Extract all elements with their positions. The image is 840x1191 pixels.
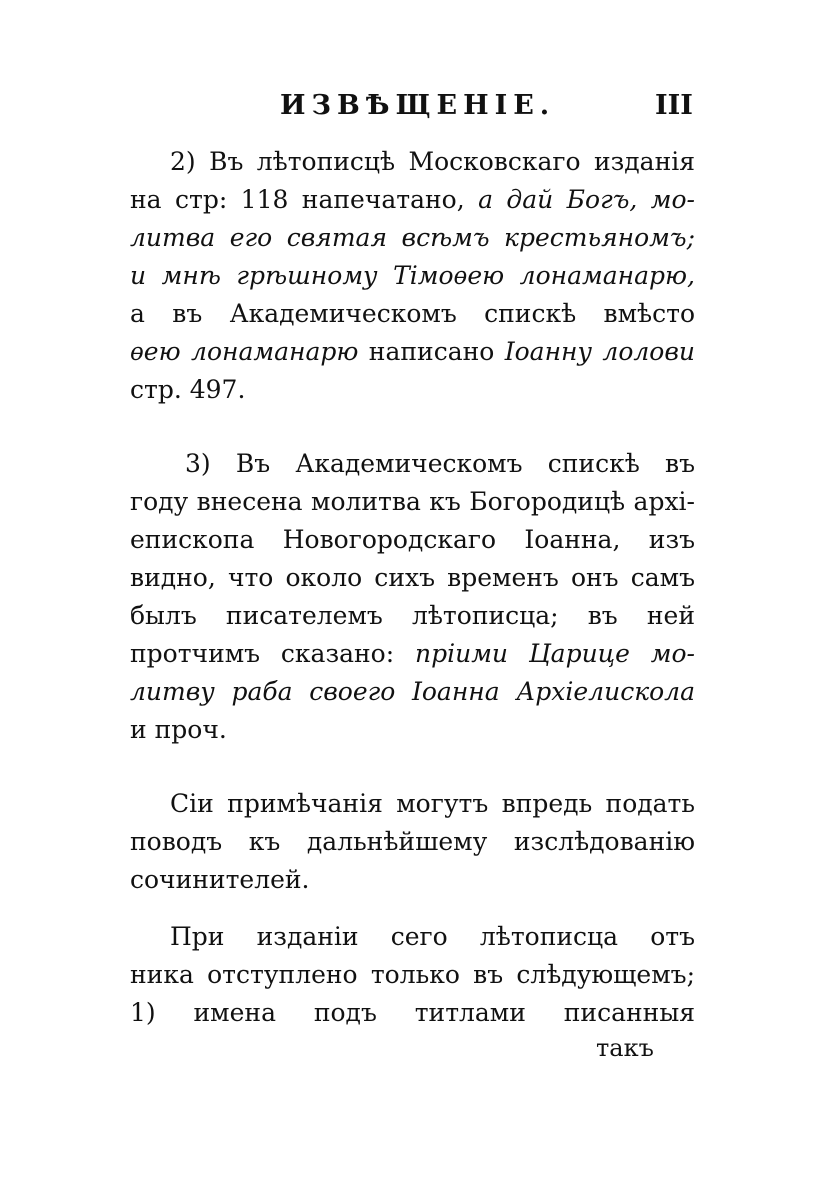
text-line: При изданіи сего лѣтописца отъ — [170, 922, 695, 951]
text-line: году внесена молитва къ Богородицѣ архі- — [130, 487, 695, 516]
paragraph-note-2 — [130, 143, 695, 409]
text-line: видно, что около сихъ временъ онъ самъ — [130, 563, 695, 592]
text-line — [130, 635, 695, 673]
text-line: 2) Въ лѣтописцѣ Московскаго изданія — [170, 147, 695, 176]
text-line: 1) имена подъ титлами писанныя — [130, 998, 695, 1027]
text-line: епископа Новогородскаго Іоанна, изъ — [130, 525, 695, 554]
text-line: поводъ къ дальнѣйшему изслѣдованію — [130, 827, 695, 856]
catchword: такъ — [596, 1034, 654, 1062]
running-header — [270, 90, 720, 130]
text-span: а въ Академическомъ спискѣ вмѣсто — [130, 299, 695, 328]
text-line: стр. 497. — [130, 375, 246, 404]
page-number: III — [655, 90, 693, 121]
text-line: 3) Въ Академическомъ спискѣ въ — [185, 449, 695, 478]
paragraph-remarks — [130, 785, 695, 899]
paragraph-edition — [130, 918, 695, 1032]
text-line — [130, 181, 695, 219]
text-span: протчимъ сказано: — [130, 639, 415, 668]
text-line — [130, 295, 695, 333]
text-line: сочинителей. — [130, 865, 310, 894]
text-line: литва его святая всѣмъ крестьяномъ; — [130, 223, 695, 252]
text-line: ника отступлено только въ слѣдующемъ; — [130, 960, 695, 989]
text-line: Сіи примѣчанія могутъ впредь подать — [170, 789, 695, 818]
paragraph-note-3 — [130, 445, 695, 749]
text-span: написано — [358, 337, 505, 366]
italic-span: Іоанну лолови — [504, 337, 695, 366]
text-line: литву раба своего Іоанна Архіелискола — [130, 677, 695, 706]
italic-span: ѳею лонаманарю — [130, 337, 359, 366]
header-title: ИЗВѢЩЕНІЕ. — [280, 90, 556, 121]
text-span: на стр: 118 напечатано, — [130, 185, 479, 214]
italic-span: пріими Царице мо- — [415, 639, 695, 668]
italic-span: а дай Богъ, мо- — [478, 185, 695, 214]
text-line: былъ писателемъ лѣтописца; въ ней — [130, 601, 695, 630]
text-line: и проч. — [130, 715, 227, 744]
text-line — [130, 333, 695, 371]
text-line: и мнѣ грѣшному Тімоѳею лонаманарю, — [130, 261, 695, 290]
